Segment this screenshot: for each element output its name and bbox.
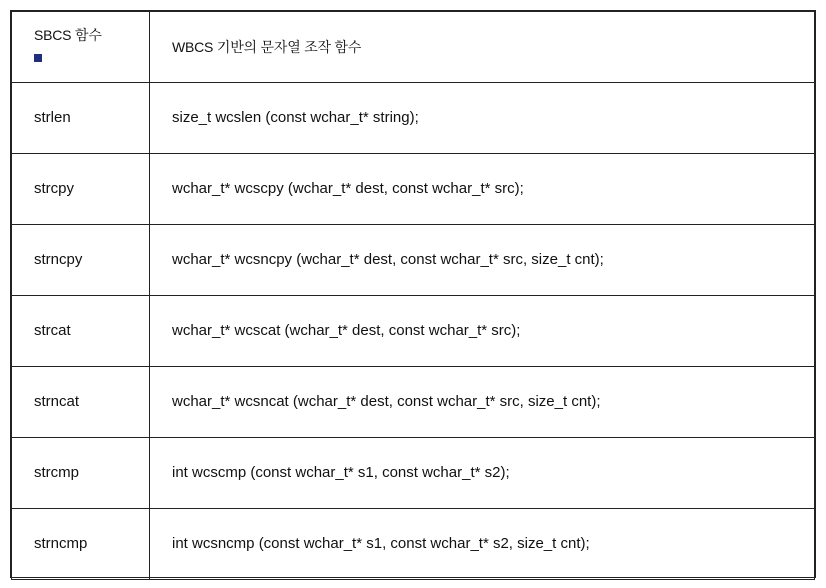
table-row xyxy=(12,83,815,154)
wbcs-function-cell: size_t wcslen (const wchar_t* string); xyxy=(150,83,815,154)
wbcs-function-cell: wchar_t* wcscat (wchar_t* dest, const wchar_t* src); xyxy=(150,296,815,367)
sbcs-function-cell: strncpy xyxy=(12,225,150,296)
wbcs-function-cell: int wcsncmp (const wchar_t* s1, const wchar_t* s2, size_t cnt); xyxy=(150,509,815,580)
table-row xyxy=(12,225,815,296)
table-row xyxy=(12,438,815,509)
sbcs-function-cell: strncmp xyxy=(12,509,150,580)
wbcs-function-cell: wchar_t* wcsncpy (wchar_t* dest, const wchar_t* src, size_t cnt); xyxy=(150,225,815,296)
table-row xyxy=(12,509,815,580)
header-label-sbcs: SBCS 함수 xyxy=(34,27,102,44)
table-row xyxy=(12,367,815,438)
wbcs-function-cell: int wcscmp (const wchar_t* s1, const wchar_t* s2); xyxy=(150,438,815,509)
table-header-row xyxy=(12,12,815,83)
wbcs-function-cell: wchar_t* wcscpy (wchar_t* dest, const wchar_t* src); xyxy=(150,154,815,225)
sbcs-function-cell: strncat xyxy=(12,367,150,438)
sbcs-function-cell: strcmp xyxy=(12,438,150,509)
header-cell-wbcs xyxy=(150,12,815,83)
sbcs-function-cell: strcat xyxy=(12,296,150,367)
table-row xyxy=(12,296,815,367)
header-cell-sbcs xyxy=(12,12,150,83)
wbcs-function-cell: wchar_t* wcsncat (wchar_t* dest, const wchar_t* src, size_t cnt); xyxy=(150,367,815,438)
table-row xyxy=(12,154,815,225)
function-comparison-table xyxy=(11,11,815,580)
bullet-square-icon xyxy=(34,54,42,62)
sbcs-function-cell: strlen xyxy=(12,83,150,154)
header-label-wbcs: WBCS 기반의 문자열 조작 함수 xyxy=(172,38,362,55)
sbcs-function-cell: strcpy xyxy=(12,154,150,225)
function-comparison-sheet xyxy=(10,10,816,578)
